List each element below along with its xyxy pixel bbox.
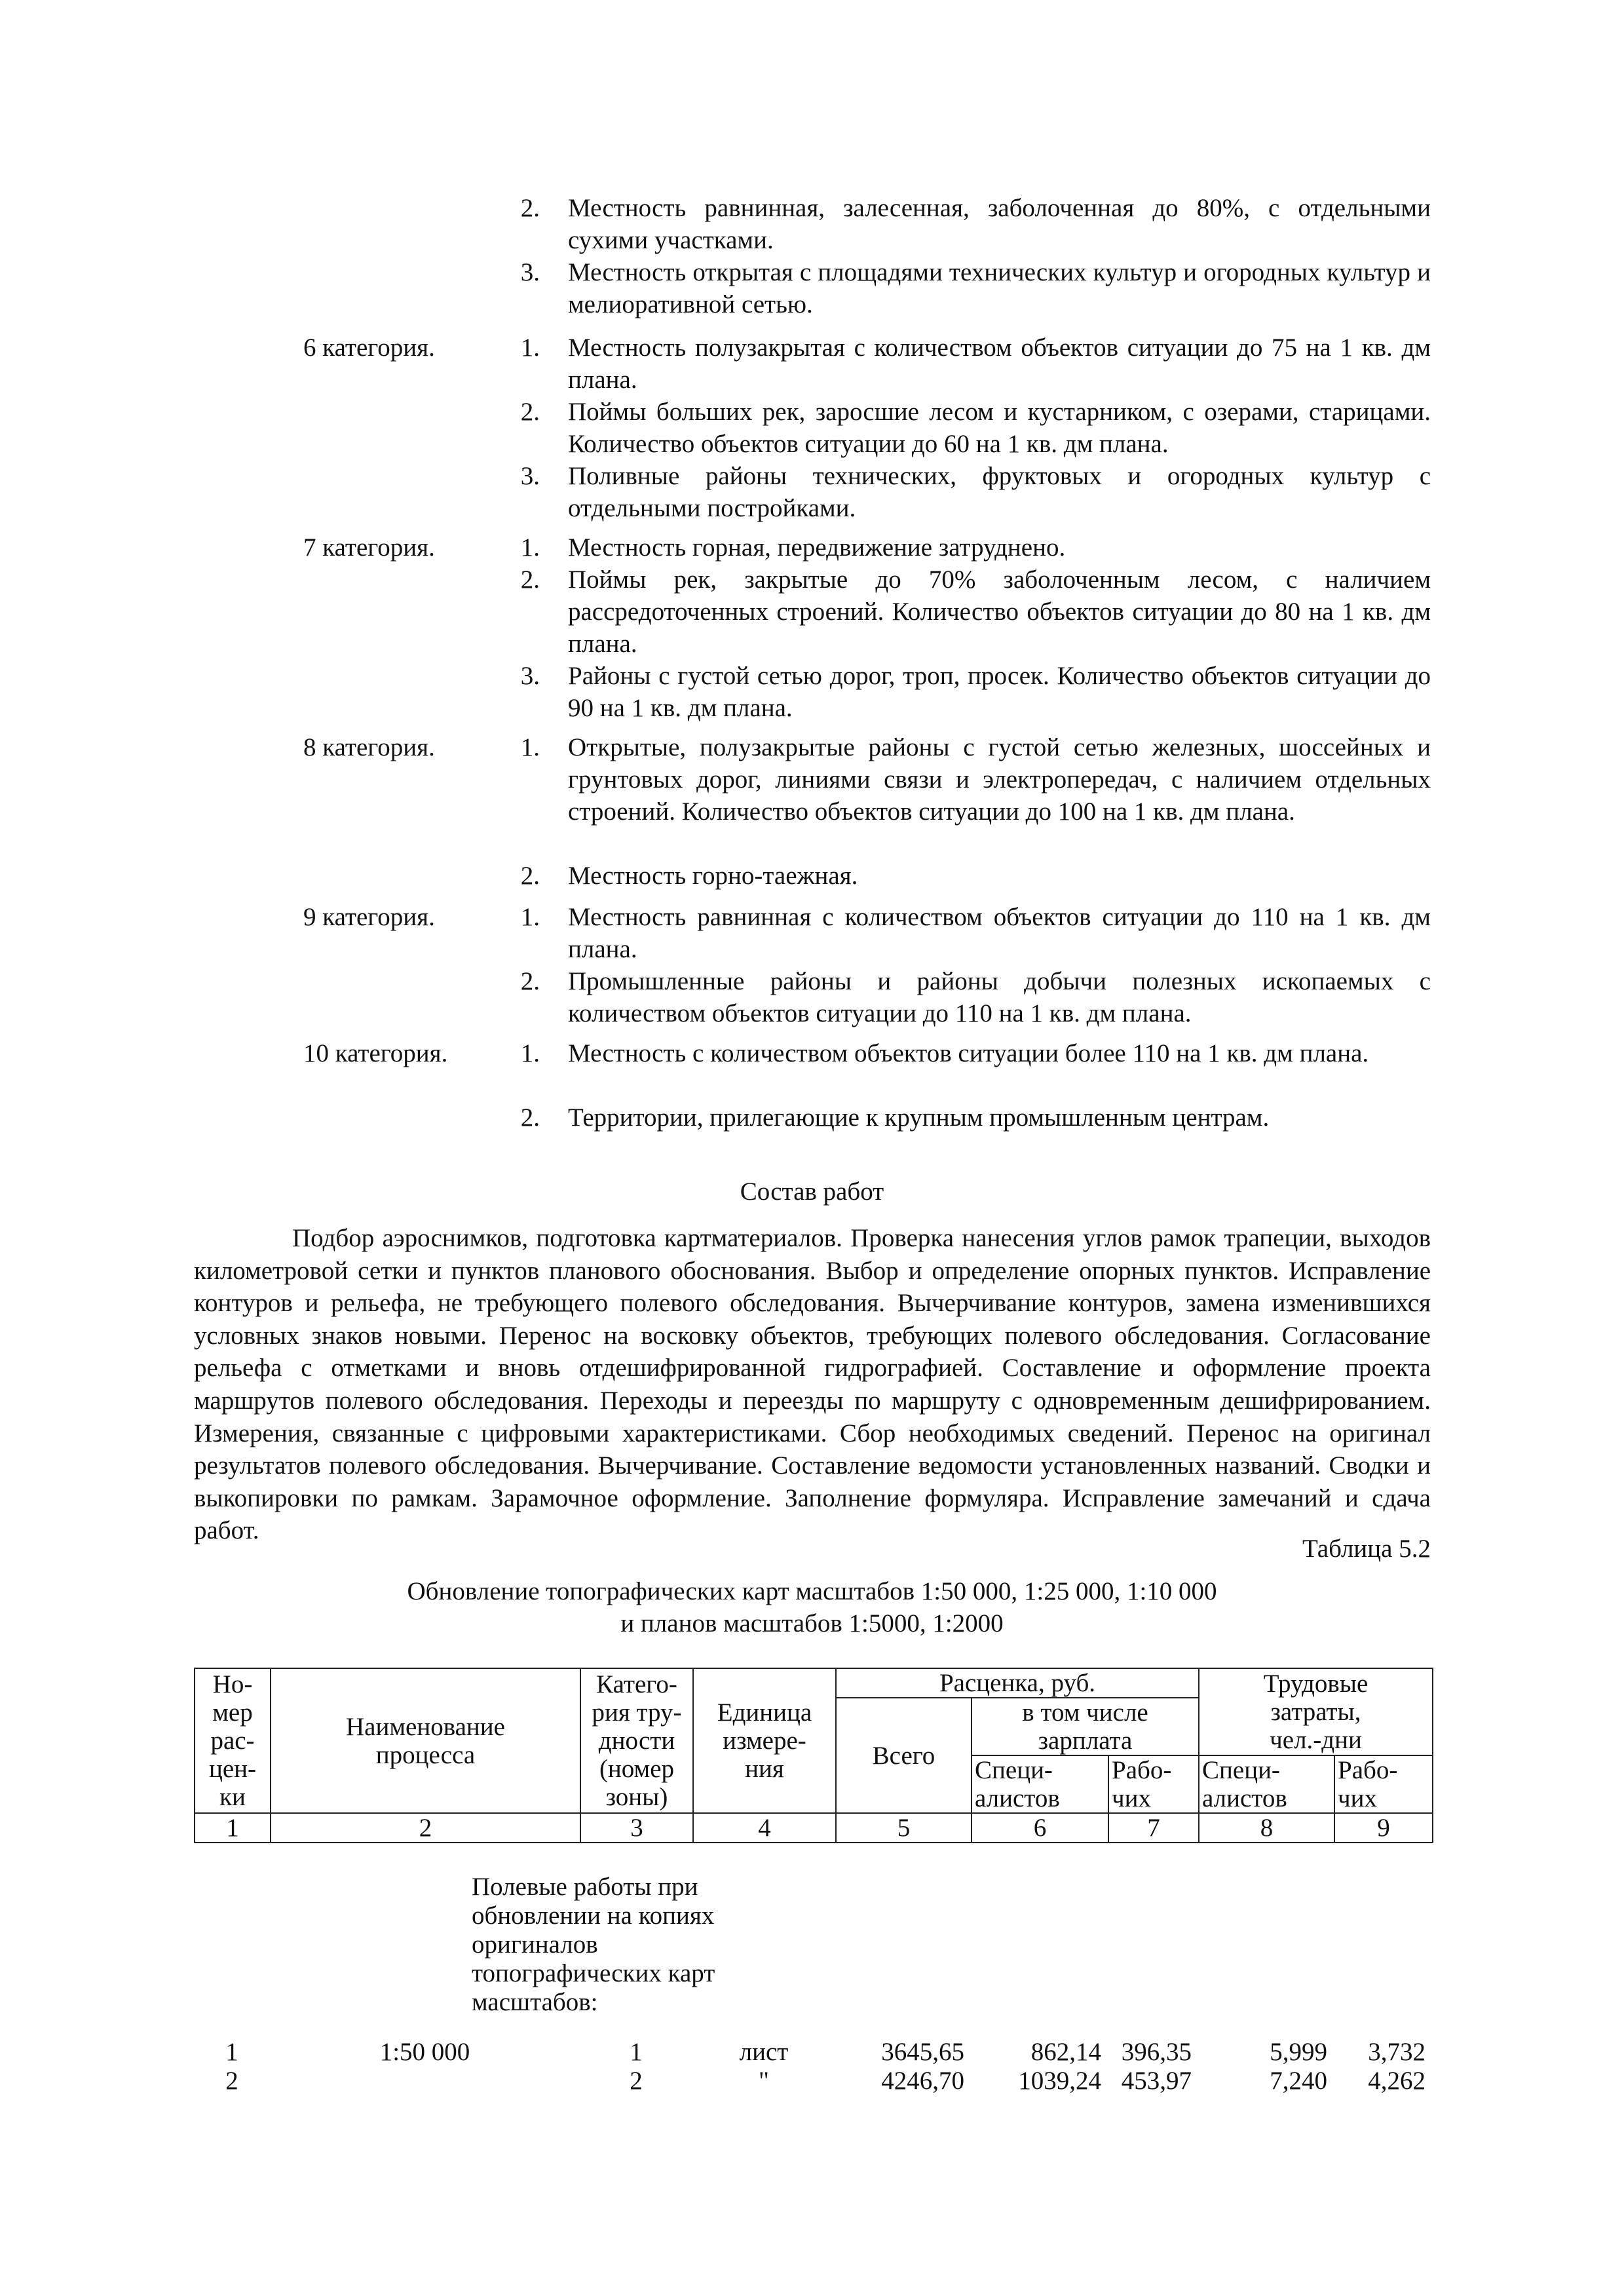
col-header-unit: Единица измере- ния (693, 1668, 836, 1813)
column-number: 8 (1199, 1813, 1334, 1843)
rates-table-header (194, 1668, 1433, 1843)
section-heading: Состав работ (740, 1177, 884, 1206)
cell-labor-workers: 4,262 (1368, 2067, 1426, 2095)
column-number: 1 (195, 1813, 271, 1843)
cell-category: 2 (630, 2067, 643, 2095)
list-item: 3. Районы с густой сетью дорог, троп, просек. Количество объектов ситуации до 90 на 1 кв. дм плана. (520, 662, 1431, 722)
col-group-labor: Трудовые затраты, чел.-дни (1199, 1668, 1433, 1755)
work-description-paragraph: Подбор аэроснимков, подготовка картматериалов. Проверка нанесения углов рамок трапеции, выходов километровой сетки и пунктов планового обоснования. Выбор и определение опорных пунктов. Исправление контуров и рельефа, не требующего полевого обследования. Вычерчивание контуров, замена изменившихся условных знаков новыми. Перенос на восковку объектов, требующих полевого обследования. Согласование рельефа с отметками и вновь отдешифрированной гидрографией. Составление и оформление проекта маршрутов полевого обследования. Переходы и переезды по маршруту с одновременным дешифрированием. Измерения, связанные с цифровыми характеристиками. Сбор необходимых сведений. Перенос на оригинал результатов полевого обследования. Вычерчивание. Составление ведомости установленных названий. Сводки и выкопировки по рамкам. Зарамочное оформление. Заполнение формуляра. Исправление замечаний и сдача работ. (194, 1224, 1431, 1545)
table-label: Таблица 5.2 (1302, 1535, 1431, 1563)
cell-total: 4246,70 (881, 2067, 964, 2095)
cell-number: 1 (225, 2038, 238, 2066)
table-row (194, 2038, 1432, 2067)
column-number: 6 (972, 1813, 1108, 1843)
cell-labor-specialists: 7,240 (1270, 2067, 1327, 2095)
category-label: 8 категория. (303, 733, 435, 761)
list-item: 2. Промышленные районы и районы добычи полезных ископаемых с количеством объектов ситуации до 110 на 1 кв. дм плана. (520, 967, 1431, 1027)
col-header-total: Всего (836, 1698, 972, 1813)
category-label: 10 категория. (303, 1039, 448, 1067)
category-label: 9 категория. (303, 903, 435, 931)
cell-total: 3645,65 (881, 2038, 964, 2066)
column-number: 2 (271, 1813, 580, 1843)
list-item: 3. Поливные районы технических, фруктовых и огородных культур с отдельными постройками. (520, 462, 1431, 522)
list-item: 2. Местность равнинная, залесенная, заболоченная до 80%, с отдельными сухими участками. (520, 194, 1431, 254)
list-item: 3. Местность открытая с площадями технических культур и огородных культур и мелиоративной сетью. (520, 258, 1431, 318)
column-number: 5 (836, 1813, 972, 1843)
column-number: 3 (580, 1813, 693, 1843)
cell-unit: " (759, 2067, 769, 2095)
category-label: 6 категория. (303, 334, 435, 362)
list-item: 2. Местность горно-таежная. (520, 862, 858, 890)
table-section-note: Полевые работы при обновлении на копиях оригиналов топографических карт масштабов: (472, 1873, 715, 2016)
column-number-row (195, 1813, 1433, 1843)
cell-unit: лист (739, 2038, 789, 2066)
list-item: 1. Местность полузакрытая с количеством объектов ситуации до 75 на 1 кв. дм плана. (520, 334, 1431, 394)
cell-category: 1 (630, 2038, 643, 2066)
column-number: 7 (1108, 1813, 1199, 1843)
list-item: 1. Открытые, полузакрытые районы с густой сетью железных, шоссейных и грунтовых дорог, линиями связи и электропередач, с наличием отдельных строений. Количество объектов ситуации до 100 на 1 кв. дм плана. (520, 733, 1431, 826)
cell-labor-workers: 3,732 (1368, 2038, 1426, 2066)
list-item: 1. Местность равнинная с количеством объектов ситуации до 110 на 1 кв. дм плана. (520, 903, 1431, 963)
col-header-salary-workers: Рабо- чих (1108, 1755, 1199, 1813)
col-header-number: Но- мер рас- цен- ки (195, 1668, 271, 1813)
cell-salary-specialists: 1039,24 (1018, 2067, 1101, 2095)
table-row (194, 2067, 1432, 2095)
category-label: 7 категория. (303, 533, 435, 562)
cell-labor-specialists: 5,999 (1270, 2038, 1327, 2066)
table-title-line2: и планов масштабов 1:5000, 1:2000 (620, 1609, 1004, 1637)
col-header-category: Катего- рия тру- дности (номер зоны) (580, 1668, 693, 1813)
column-number: 9 (1334, 1813, 1433, 1843)
cell-number: 2 (225, 2067, 238, 2095)
list-item: 2. Поймы рек, закрытые до 70% заболоченным лесом, с наличием рассредоточенных строений. Количество объектов ситуации до 80 на 1 кв. дм плана. (520, 565, 1431, 658)
cell-salary-workers: 453,97 (1121, 2067, 1192, 2095)
cell-process-name: 1:50 000 (379, 2038, 470, 2066)
col-header-salary-specialists: Специ- алистов (972, 1755, 1108, 1813)
col-header-labor-specialists: Специ- алистов (1199, 1755, 1334, 1813)
col-group-salary: в том числе зарплата (972, 1698, 1199, 1755)
col-header-process-name: Наименование процесса (271, 1668, 580, 1813)
cell-salary-workers: 396,35 (1121, 2038, 1192, 2066)
list-item: 2. Поймы больших рек, заросшие лесом и кустарником, с озерами, старицами. Количество объектов ситуации до 60 на 1 кв. дм плана. (520, 398, 1431, 458)
table-title-line1: Обновление топографических карт масштабов 1:50 000, 1:25 000, 1:10 000 (407, 1577, 1217, 1605)
cell-salary-specialists: 862,14 (1030, 2038, 1101, 2066)
col-group-rate: Расценка, руб. (836, 1668, 1199, 1698)
col-header-labor-workers: Рабо- чих (1334, 1755, 1433, 1813)
list-item: 1. Местность горная, передвижение затруднено. (520, 533, 1066, 562)
column-number: 4 (693, 1813, 836, 1843)
list-item: 2. Территории, прилегающие к крупным промышленным центрам. (520, 1103, 1270, 1132)
list-item: 1. Местность с количеством объектов ситуации более 110 на 1 кв. дм плана. (520, 1039, 1369, 1067)
